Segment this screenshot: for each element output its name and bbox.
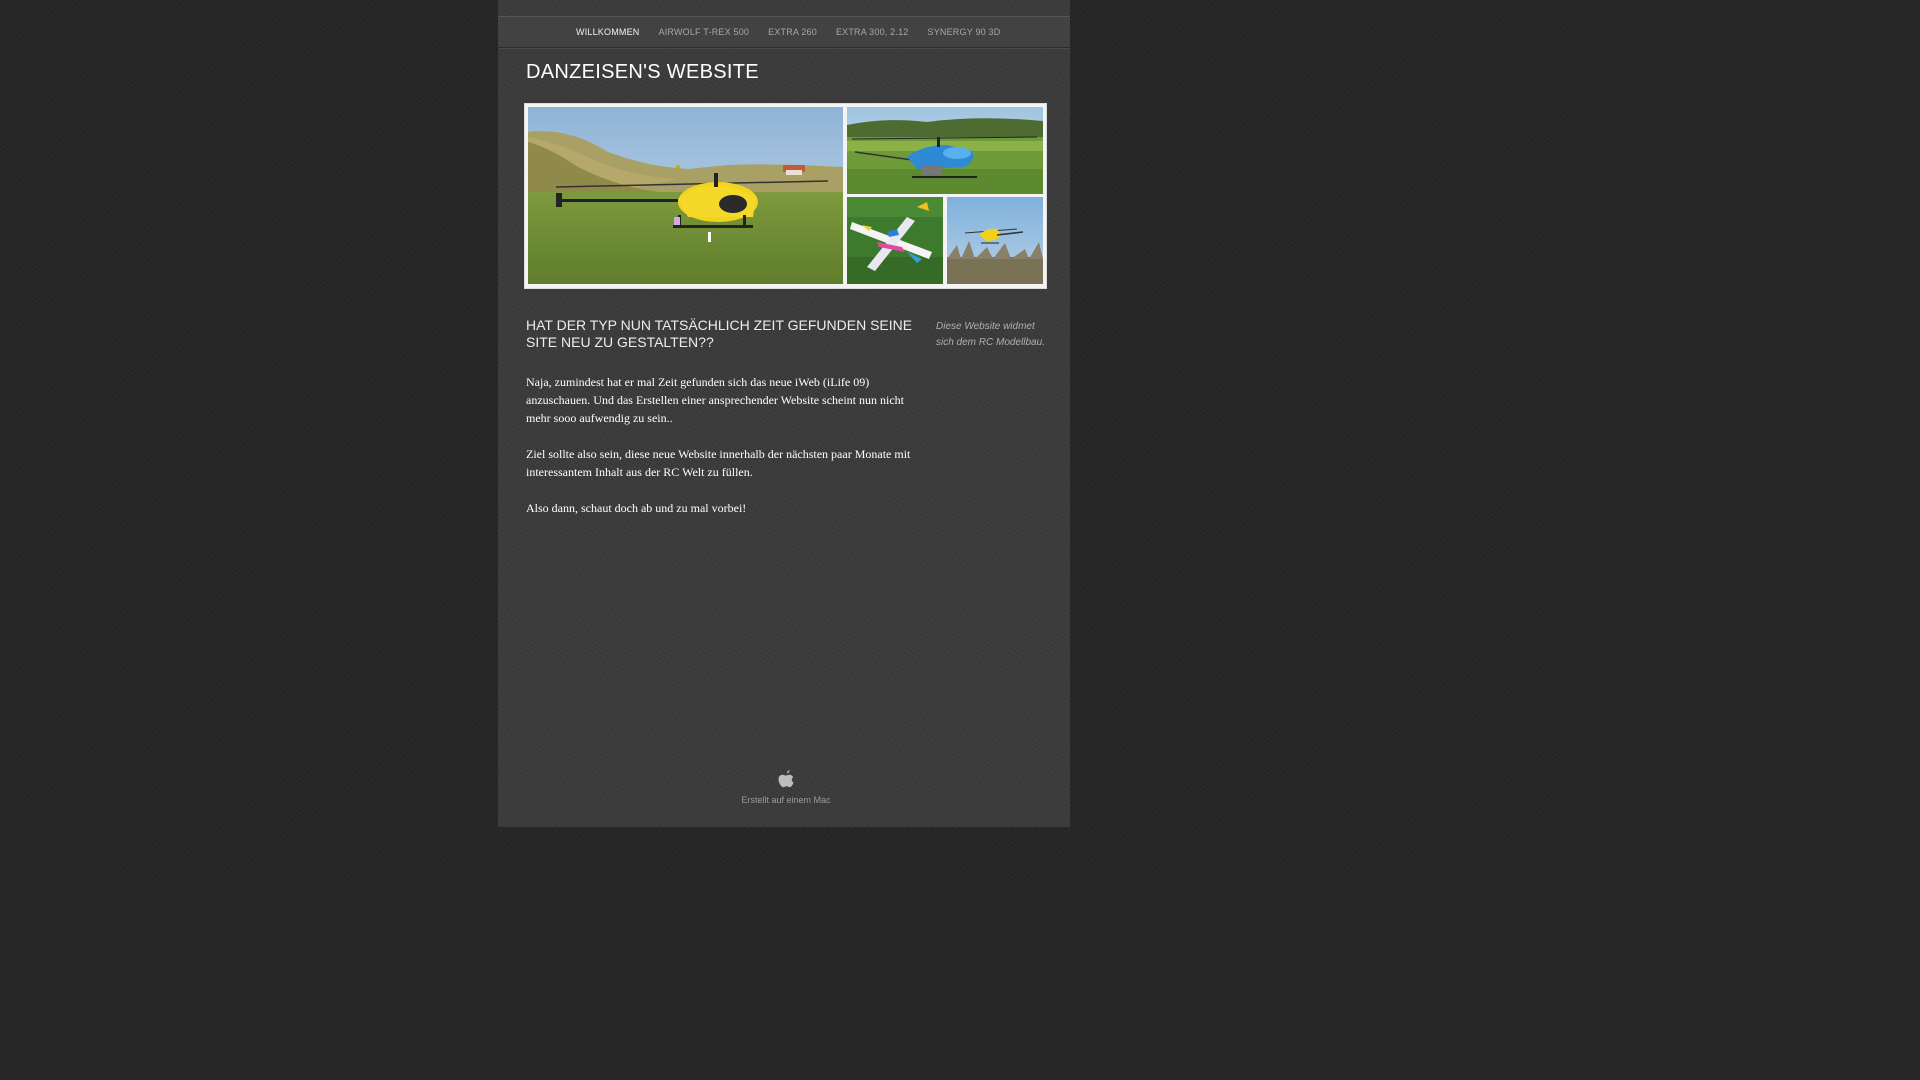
- navigation-bar: [498, 16, 1070, 48]
- article-paragraph-1: Naja, zumindest hat er mal Zeit gefunden sich das neue iWeb (iLife 09) anzuschauen. Und das Erstellen einer ansprechender Website scheint nun nicht mehr sooo aufwendig zu sein..: [526, 375, 905, 425]
- nav-item-extra-300[interactable]: EXTRA 300, 2.12: [835, 27, 909, 37]
- article-paragraph-3: Also dann, schaut doch ab und zu mal vorbei!: [526, 501, 747, 515]
- article-paragraph-2: Ziel sollte also sein, diese neue Website innerhalb der nächsten paar Monate mit interessantem Inhalt aus der RC Welt zu füllen.: [526, 447, 911, 479]
- site-title: DANZEISEN'S WEBSITE: [526, 61, 759, 83]
- apple-logo-icon: [777, 769, 795, 791]
- nav-item-willkommen[interactable]: WILLKOMMEN: [576, 27, 640, 37]
- made-on-mac-badge[interactable]: [736, 769, 836, 805]
- sidebar-text: Diese Website widmet sich dem RC Modellbau.: [936, 321, 1045, 348]
- blue-helicopter-photo[interactable]: [847, 107, 1043, 194]
- nav-item-airwolf-trex-500[interactable]: AIRWOLF T-REX 500: [658, 27, 750, 37]
- main-content: [526, 317, 916, 535]
- nav-item-extra-260[interactable]: EXTRA 260: [768, 27, 817, 37]
- flying-helicopter-photo[interactable]: [947, 197, 1043, 284]
- page-container: [498, 0, 1070, 827]
- nav-list: [576, 17, 1019, 47]
- aerobatic-plane-photo[interactable]: [847, 197, 943, 284]
- nav-item-synergy-90-3d[interactable]: SYNERGY 90 3D: [927, 27, 1001, 37]
- photo-gallery: [524, 103, 1047, 289]
- yellow-helicopter-photo[interactable]: [528, 107, 843, 284]
- made-on-mac-text: Erstellt auf einem Mac: [741, 795, 831, 805]
- article-headline: HAT DER TYP NUN TATSÄCHLICH ZEIT GEFUNDEN SEINE SITE NEU ZU GESTALTEN??: [526, 317, 913, 350]
